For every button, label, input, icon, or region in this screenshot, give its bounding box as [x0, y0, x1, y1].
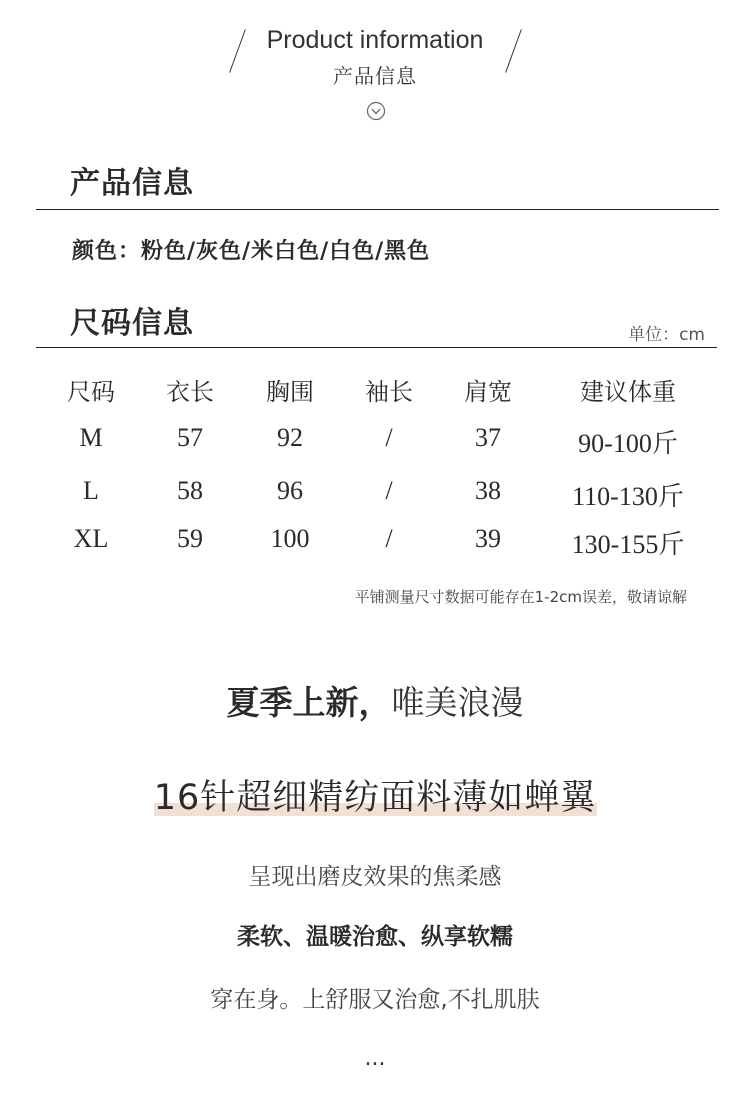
size-table-cell: 92	[277, 423, 303, 452]
size-table-cell: /	[385, 524, 393, 553]
product-info-title: 产品信息	[70, 166, 194, 201]
feature-line-1: 呈现出磨皮效果的焦柔感	[248, 864, 502, 890]
size-info-divider	[36, 347, 717, 348]
measurement-note: 平铺测量尺寸数据可能存在1-2cm误差，敬请谅解	[354, 588, 687, 606]
size-info-title: 尺码信息	[70, 306, 194, 341]
header-title-cn: 产品信息	[333, 64, 417, 88]
size-unit: 单位：cm	[628, 325, 705, 345]
size-table-header: 衣长	[166, 378, 214, 406]
size-table-cell: L	[83, 476, 99, 505]
size-table-cell: 38	[475, 476, 501, 505]
header-title-en: Product information	[266, 26, 484, 54]
size-table-cell: 57	[177, 423, 203, 452]
size-table-cell: 59	[177, 524, 203, 553]
slogan-rest: 唯美浪漫	[391, 683, 524, 722]
size-table-header: 建议体重	[580, 378, 676, 406]
highlight-text: 16针超细精纺面料薄如蝉翼	[153, 778, 597, 818]
feature-line-2: 柔软、温暖治愈、纵享软糯	[237, 924, 513, 950]
size-table-cell: 90-100斤	[578, 429, 678, 458]
size-table-header: 袖长	[365, 378, 413, 406]
size-table-cell: 110-130斤	[572, 482, 684, 511]
slogan-bold: 夏季上新，	[226, 683, 392, 722]
more-ellipsis: ...	[364, 1046, 386, 1071]
color-options: 颜色：粉色/灰色/米白色/白色/黑色	[72, 238, 431, 264]
size-table-cell: 39	[475, 524, 501, 553]
slogan	[0, 677, 750, 724]
highlight-headline	[0, 770, 750, 820]
size-table-header: 尺码	[67, 378, 115, 406]
size-table-cell: /	[385, 476, 393, 505]
product-info-divider	[36, 209, 719, 210]
size-table-cell: 96	[277, 476, 303, 505]
size-table-cell: M	[79, 423, 103, 452]
size-table-cell: 100	[270, 524, 310, 553]
size-table-cell: 130-155斤	[571, 530, 685, 559]
chevron-down-circle-icon	[366, 101, 386, 121]
size-table-cell: 37	[475, 423, 501, 452]
size-table-cell: XL	[73, 524, 109, 553]
size-table-header: 胸围	[266, 378, 314, 406]
feature-line-3: 穿在身。上舒服又治愈,不扎肌肤	[210, 987, 540, 1013]
size-table-cell: /	[385, 423, 393, 452]
size-table-header: 肩宽	[464, 378, 512, 406]
size-table-cell: 58	[177, 476, 203, 505]
